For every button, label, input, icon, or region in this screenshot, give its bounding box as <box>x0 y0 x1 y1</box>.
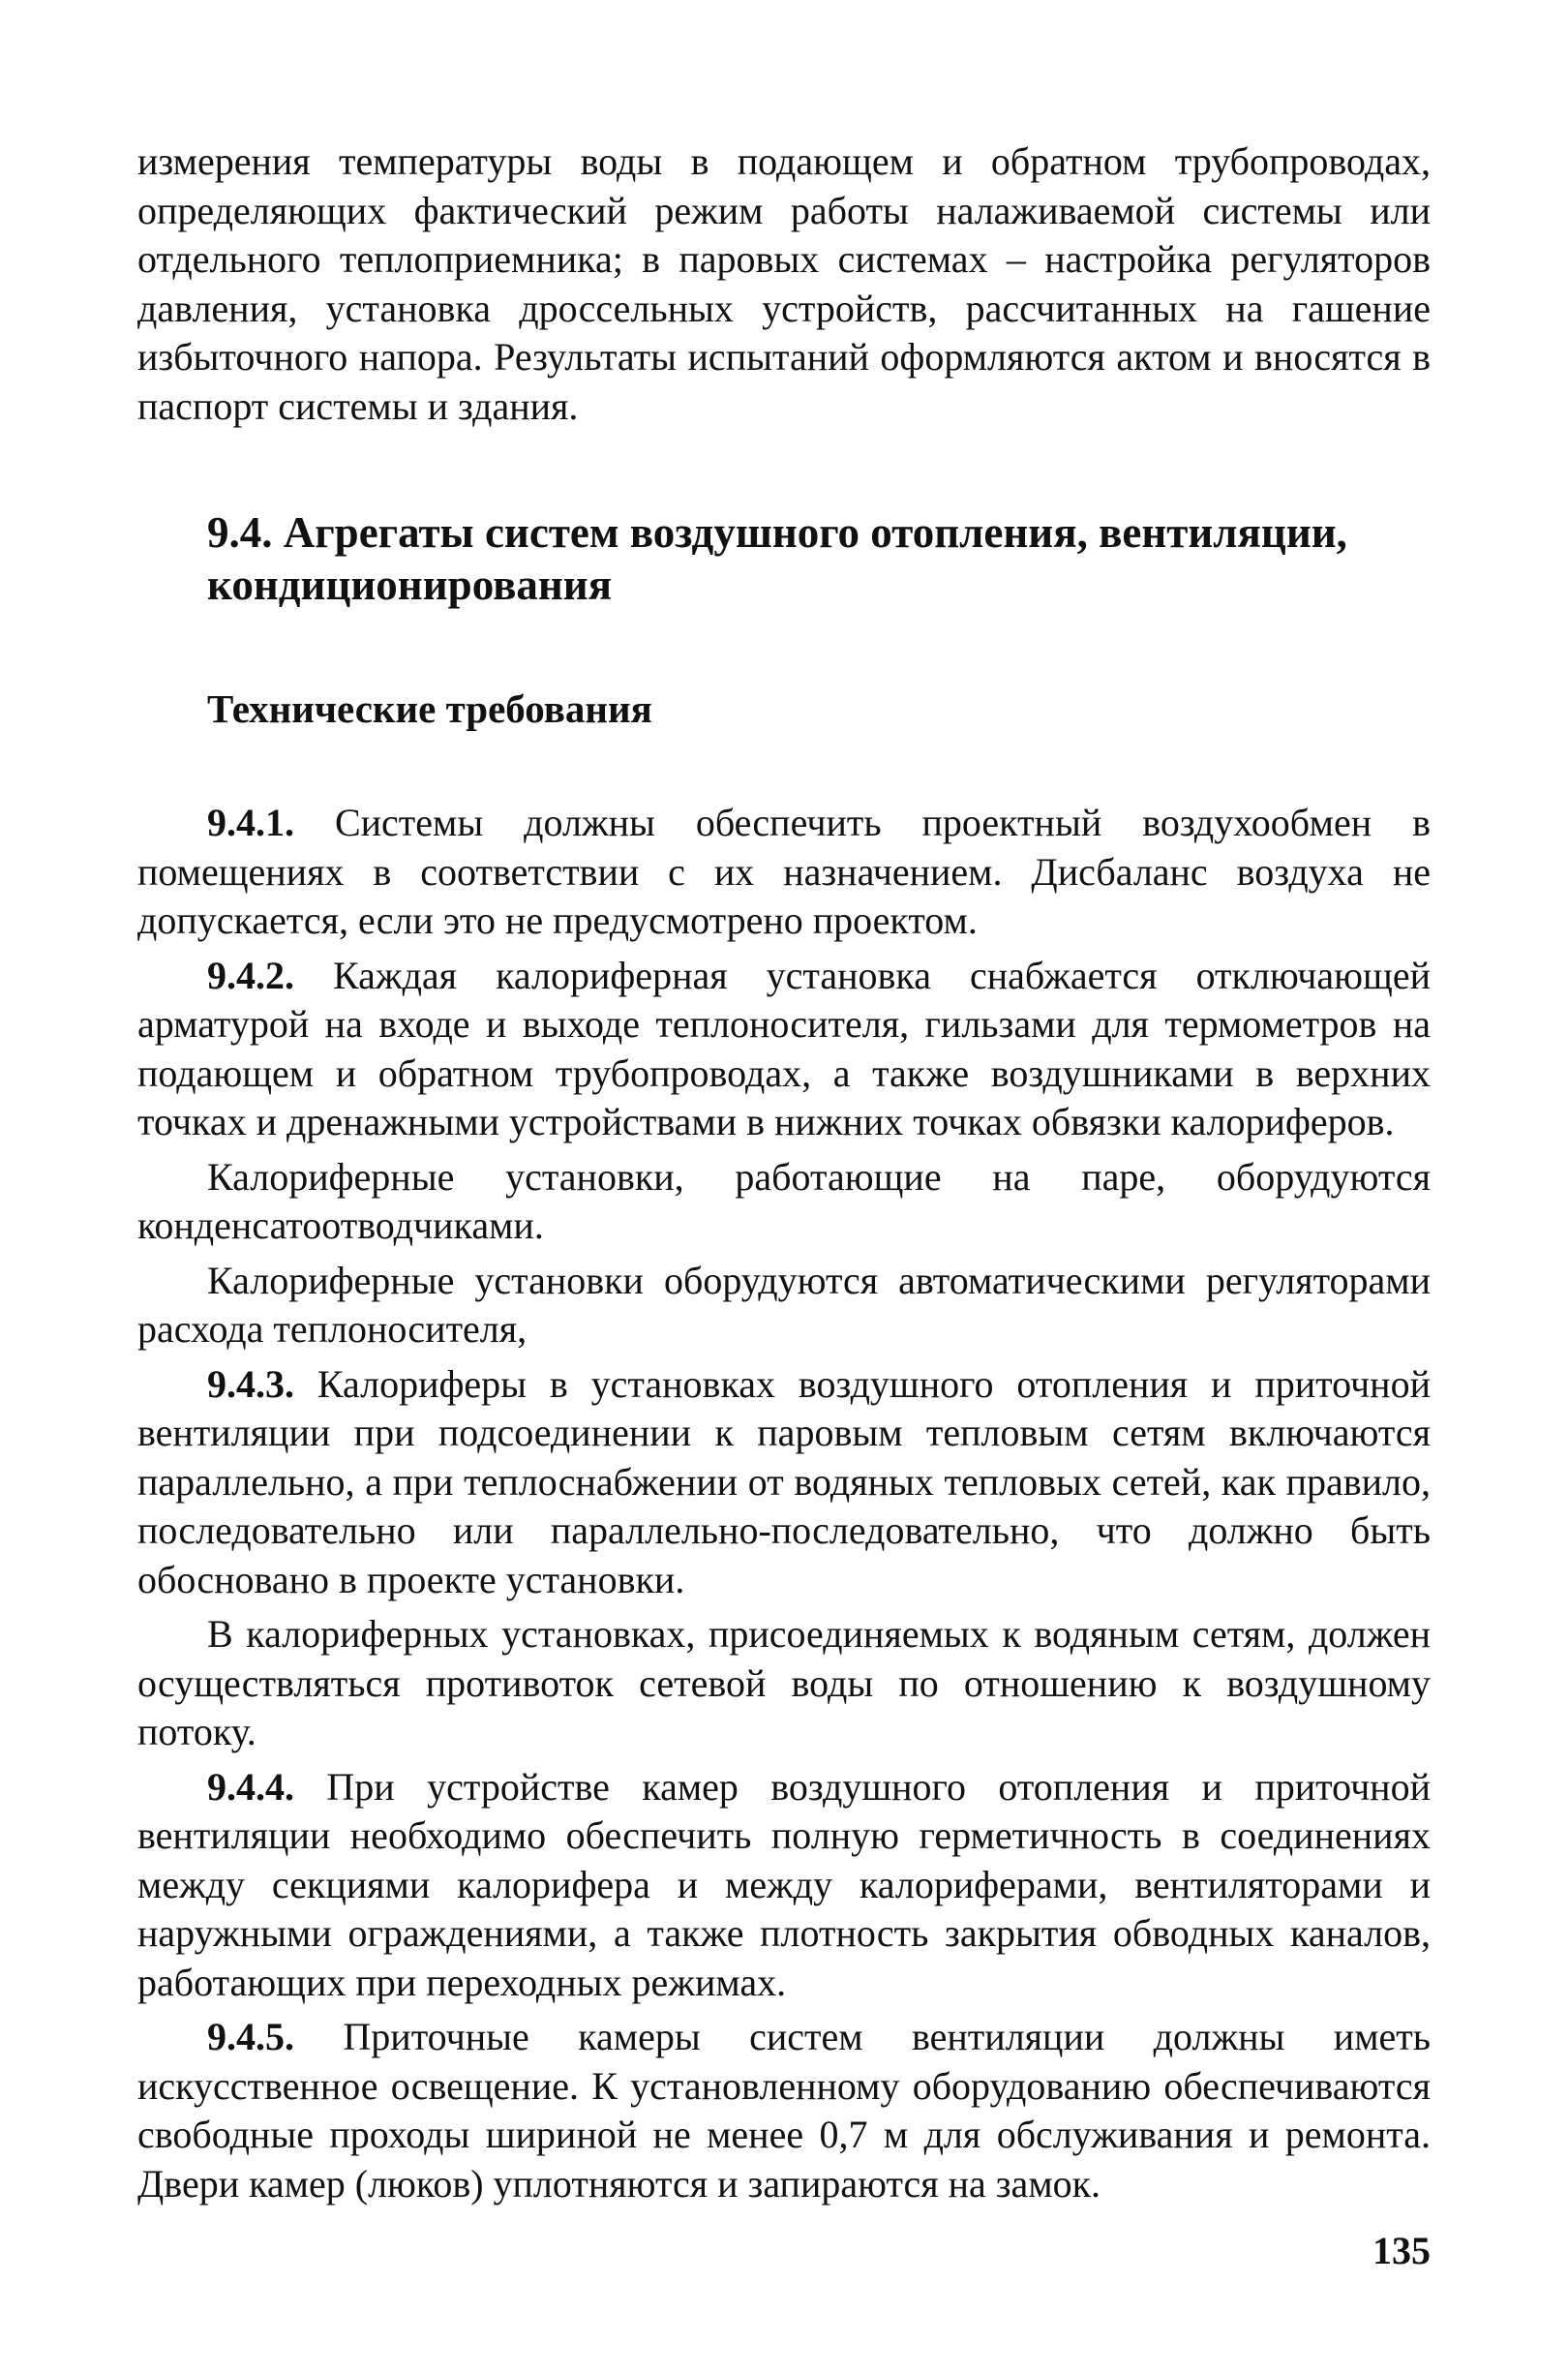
clause-9-4-2 <box>137 952 1431 1147</box>
subsection-heading: Технические требования <box>207 686 652 731</box>
clause-text: Калориферы в установках воздушного отопления и приточной вентиляции при подсоединении к паровым тепловым сетям включаются параллельно, а при теплоснабжении от водяных тепловых сетей, как правило, последовательно или параллельно-последовательно, что должно быть обосновано в проекте установки. <box>137 1361 1431 1601</box>
clause-9-4-4 <box>137 1763 1431 2008</box>
clause-9-4-3 <box>137 1360 1431 1605</box>
clause-9-4-5 <box>137 2013 1431 2208</box>
paragraph-condensate-traps <box>137 1153 1431 1251</box>
page-body <box>137 137 1431 2208</box>
clause-number: 9.4.5. <box>207 2015 294 2058</box>
clause-number: 9.4.1. <box>207 801 294 844</box>
paragraph-text: Калориферные установки, работающие на паре, оборудуются конденсатоотводчиками. <box>137 1154 1431 1247</box>
clause-text: Каждая калориферная установка снабжается отключающей арматурой на входе и выходе теплоносителя, гильзами для термометров на подающем и обратном трубопроводах, а также воздушниками в верхних точках и дренажными устройствами в нижних точках обвязки калориферов. <box>137 953 1431 1143</box>
clause-number: 9.4.2. <box>207 953 294 997</box>
clause-text: Приточные камеры систем вентиляции должны иметь искусственное освещение. К установленному оборудованию обеспечиваются свободные проходы шириной не менее 0,7 м для обслуживания и ремонта. Двери камер (люков) уплотняются и запираются на замок. <box>137 2015 1431 2206</box>
paragraph-text: Калориферные установки оборудуются автоматическими регуляторами расхода теплоносителя, <box>137 1258 1431 1351</box>
paragraph-flow-regulators <box>137 1257 1431 1354</box>
intro-paragraph: измерения температуры воды в подающем и обратном трубопроводах, определяющих фактический режим работы налаживаемой системы или отдельного теплоприемника; в паровых системах – настройка регуляторов давления, установка дроссельных устройств, рассчитанных на гашение избыточного напора. Результаты испытаний оформляются актом и вносятся в паспорт системы и здания. <box>137 139 1431 428</box>
clause-number: 9.4.3. <box>207 1361 294 1406</box>
clause-9-4-1 <box>137 799 1431 946</box>
clause-text: При устройстве камер воздушного отопления и приточной вентиляции необходимо обеспечить полную герметичность в соединениях между секциями калорифера и между калориферами, вентиляторами и наружными ограждениями, а также плотность закрытия обводных каналов, работающих при переходных режимах. <box>137 1764 1431 2004</box>
paragraph-counterflow <box>137 1610 1431 1757</box>
page-number: 135 <box>1372 2229 1431 2272</box>
section-heading: 9.4. Агрегаты систем воздушного отопления, вентиляции, кондиционирования <box>207 508 1347 609</box>
clause-number: 9.4.4. <box>207 1764 294 1809</box>
paragraph-text: В калориферных установках, присоединяемых к водяным сетям, должен осуществляться противоток сетевой воды по отношению к воздушному потоку. <box>137 1612 1431 1753</box>
clause-text: Системы должны обеспечить проектный воздухообмен в помещениях в соответствии с их назначением. Дисбаланс воздуха не допускается, если это не предусмотрено проектом. <box>137 801 1431 942</box>
